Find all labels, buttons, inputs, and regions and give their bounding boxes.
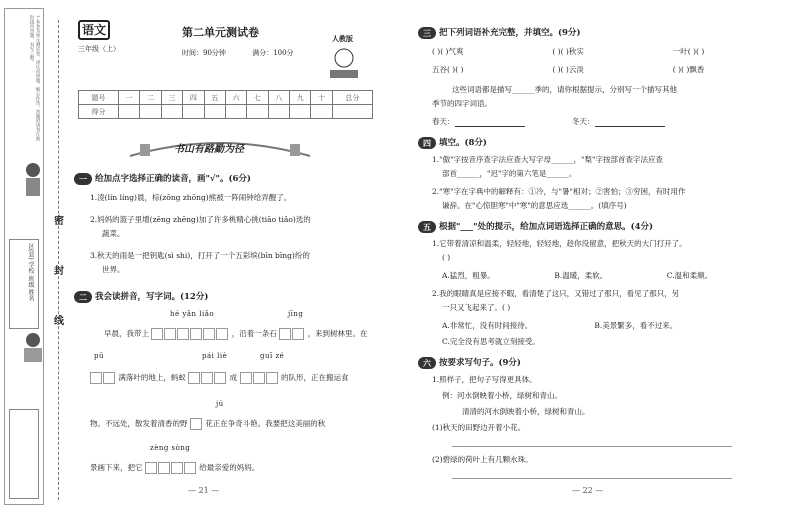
q4-title: 填空。(8分) [439, 138, 487, 148]
page-number-21: — 21 — [188, 486, 220, 495]
q2-line2c: 的队形，正在搬运食 [280, 373, 349, 382]
pinyin-row4: zèng sòng [150, 444, 191, 452]
score-cell[interactable] [332, 105, 372, 119]
score-header-cell: 八 [268, 91, 289, 105]
answer-box[interactable] [151, 328, 163, 340]
edition-label: 人教版 [332, 34, 353, 43]
answer-box[interactable] [240, 372, 252, 384]
pinyin-row1b: jīng [288, 310, 304, 318]
score-header-cell: 一 [119, 91, 140, 105]
answer-box[interactable] [190, 328, 202, 340]
score-cell[interactable] [268, 105, 289, 119]
score-cell[interactable] [204, 105, 225, 119]
pinyin-row3: jú [216, 400, 224, 408]
q1-heading [74, 172, 251, 185]
q1-item-3: 3.秋天的雨是一把钥匙(sì shi)，打开了一个五彩缤(bīn bīng)纷的 [90, 251, 310, 260]
spring-answer-line[interactable] [455, 118, 525, 127]
motto-text: 书山有路勤为径 [174, 144, 244, 155]
binding-notice: 1.本卷为单元测试卷，请认真审题，细心作答。答题时请勿在密封线内答题，书写工整。 [29, 15, 40, 141]
q2-line3a: 物。不远处，散发着清香的野 [90, 419, 188, 428]
option-b[interactable]: B.温暖，柔软。 [554, 271, 608, 280]
q2-line2a: 满落叶的地上，蚂蚁 [118, 373, 186, 382]
q5-item1-options [442, 270, 782, 281]
q6-title: 按要求写句子。(9分) [439, 358, 521, 368]
score-row-label: 得分 [79, 105, 119, 119]
answer-box[interactable] [292, 328, 304, 340]
q1-item-3-cont: 世界。 [102, 265, 125, 274]
page-21 [70, 8, 400, 505]
idiom-blank[interactable]: ( )( )秋实 [552, 47, 584, 56]
idiom-blank[interactable]: 一叶( )( ) [672, 47, 705, 56]
score-table [78, 90, 373, 119]
score-cell[interactable] [119, 105, 140, 119]
idiom-blank[interactable]: ( )( )气爽 [432, 47, 464, 56]
seal-char-feng: 封 [54, 266, 64, 277]
q4-item1a: 1."傲"字按音序查字法应查大写字母______，"梨"字按部首查字法应查 [432, 155, 663, 164]
q5-number-badge: 五 [418, 221, 436, 233]
student-illustration-icon [20, 160, 46, 200]
answer-box[interactable] [216, 328, 228, 340]
q1-title: 给加点字选择正确的读音，画"√"。(6分) [95, 174, 251, 184]
answer-box[interactable] [279, 328, 291, 340]
idiom-blank[interactable]: ( )( )云淡 [552, 65, 584, 74]
q1-item-2-cont: 蔬菜。 [102, 229, 125, 238]
student-info-label: 区(县) 学校 班级 姓名 [27, 243, 34, 302]
q4-item2b: 谦辞。在"心惊胆寒"中"寒"的意思应选______。(填序号) [442, 201, 627, 210]
answer-box[interactable] [164, 328, 176, 340]
q5-heading [418, 220, 653, 233]
pinyin-row2a: pū [94, 352, 104, 360]
winter-label: 冬天： [572, 117, 595, 126]
q2-line1a: 早晨，我带上 [104, 329, 149, 338]
score-header-cell: 四 [183, 91, 204, 105]
q3-spring [432, 116, 525, 127]
score-header-cell: 七 [247, 91, 268, 105]
answer-box[interactable] [253, 372, 265, 384]
q4-item1b: 部首______，"迟"字的第六笔是______。 [442, 169, 577, 178]
answer-box[interactable] [214, 372, 226, 384]
q6-example2: 清清的河水倒映着小桥，绿树和青山。 [462, 407, 590, 416]
answer-box[interactable] [158, 462, 170, 474]
q1-item-2: 2.妈妈的篮子里增(zēng zhēng)加了许多桃精心挑(tiāo tiǎo)选的 [90, 215, 311, 224]
exam-title: 第二单元测试卷 [182, 26, 259, 39]
q2-line1 [104, 328, 368, 340]
q6-item1: 1.照样子，把句子写得更具体。 [432, 375, 537, 384]
q4-item2a: 2."寒"字在字典中的解释有：①冷，与"暑"相对；②害怕；③穷困，有时用作 [432, 187, 686, 196]
winter-answer-line[interactable] [595, 118, 665, 127]
q2-heading [74, 290, 208, 303]
option-c[interactable]: C.温和柔顺。 [666, 271, 713, 280]
subject-logo: 语文 [78, 20, 110, 40]
score-cell[interactable] [161, 105, 182, 119]
answer-line[interactable] [452, 446, 732, 447]
answer-box[interactable] [266, 372, 278, 384]
q1-number-badge: 一 [74, 173, 92, 185]
q2-line1b: ，沿着一条石 [231, 329, 277, 338]
q2-number-badge: 二 [74, 291, 92, 303]
idiom-blank[interactable]: 五谷( )( ) [432, 65, 464, 74]
q3-number-badge: 三 [418, 27, 436, 39]
seal-line [58, 20, 59, 500]
q6-sub2: (2)碧绿的荷叶上有几颗水珠。 [432, 455, 533, 464]
q2-line2 [90, 372, 348, 384]
q4-heading [418, 136, 487, 149]
q3-title: 把下列词语补充完整，并填空。(9分) [439, 28, 581, 38]
score-cell[interactable] [290, 105, 311, 119]
score-cell[interactable] [247, 105, 268, 119]
score-header-cell: 总分 [332, 91, 372, 105]
score-table-row [79, 105, 373, 119]
q3-winter [572, 116, 665, 127]
q3-desc2: 季节的四字词语。 [432, 99, 492, 108]
score-cell[interactable] [225, 105, 246, 119]
score-header-cell: 九 [290, 91, 311, 105]
score-header-cell: 六 [225, 91, 246, 105]
answer-box[interactable] [201, 372, 213, 384]
q3-row2 [432, 64, 782, 75]
answer-box[interactable] [145, 462, 157, 474]
option-c[interactable]: C.完全没有思考就立刻接受。 [442, 337, 540, 346]
q1-item-1: 1.凌(lín líng)晨，棕(zōng zhōng)熊被一阵闹钟给弄醒了。 [90, 193, 292, 202]
score-header-cell: 十 [311, 91, 332, 105]
seal-char-xian: 线 [54, 316, 64, 327]
pinyin-row1a: hé yǎn liǎo [170, 310, 215, 318]
pinyin-row2c: guī zé [260, 352, 285, 360]
q5-item2a: 2.我的眼睛真是应接不暇，看清楚了这只，又错过了那只，看见了那只，另 [432, 289, 680, 298]
score-cell[interactable] [311, 105, 332, 119]
q3-row1 [432, 46, 782, 57]
score-cell[interactable] [140, 105, 161, 119]
answer-box[interactable] [190, 418, 202, 430]
q3-desc1: 这些词语都是描写______季的，请你根据提示，分别写一个描写其他 [452, 85, 677, 94]
q5-item2-options [442, 320, 782, 331]
exam-meta [182, 48, 318, 58]
answer-box[interactable] [177, 328, 189, 340]
score-header-cell: 题号 [79, 91, 119, 105]
binding-strip [4, 8, 44, 505]
score-header-cell: 三 [161, 91, 182, 105]
q2-line4b: 给最亲爱的妈妈。 [199, 463, 260, 472]
q2-line3 [90, 418, 325, 430]
page-number-22: — 22 — [572, 486, 604, 495]
score-cell[interactable] [183, 105, 204, 119]
reader-illustration-icon [20, 330, 46, 370]
score-table-header-row [79, 91, 373, 105]
answer-box[interactable] [184, 462, 196, 474]
q5-title: 根据"___"处的提示，给加点词语选择正确的意思。(4分) [439, 222, 654, 232]
option-b[interactable]: B.美景繁多，看不过来。 [594, 321, 678, 330]
q6-sub1: (1)秋天的田野边开着小花。 [432, 423, 526, 432]
spring-label: 春天： [432, 117, 455, 126]
student-info-box [9, 239, 39, 329]
time-label: 时间：90分钟 [182, 49, 226, 57]
mascot-icon [322, 46, 366, 82]
q5-item1b[interactable]: ( ) [442, 253, 451, 262]
q2-line2b: 成 [229, 373, 238, 382]
q3-heading [418, 26, 580, 39]
q2-line3b: 花正在争奇斗艳。我要把这美丽的秋 [205, 419, 326, 428]
q2-line1c: ，来到树林里。在 [307, 329, 368, 338]
answer-line[interactable] [452, 478, 732, 479]
full-score-label: 满分：100分 [252, 49, 294, 57]
answer-box[interactable] [90, 372, 102, 384]
q6-example1: 例：河水倒映着小桥，绿树和青山。 [442, 391, 562, 400]
q2-line4 [90, 462, 259, 474]
school-info-box [9, 409, 39, 499]
q2-title: 我会读拼音，写字词。(12分) [95, 292, 209, 302]
pinyin-row2b: pái liè [202, 352, 228, 360]
option-a[interactable]: A.猛烈，粗暴。 [442, 271, 495, 280]
answer-box[interactable] [103, 372, 115, 384]
q2-line4a: 景画下来，把它 [90, 463, 143, 472]
motto-banner [120, 134, 320, 162]
q6-number-badge: 六 [418, 357, 436, 369]
q5-item1a: 1.它带着清凉和温柔，轻轻地，轻轻地，趁你没留意，把秋天的大门打开了。 [432, 239, 687, 248]
answer-box[interactable] [188, 372, 200, 384]
score-header-cell: 二 [140, 91, 161, 105]
answer-box[interactable] [203, 328, 215, 340]
option-a[interactable]: A.非常忙，没有时间接待。 [442, 321, 533, 330]
q6-heading [418, 356, 521, 369]
page-22 [412, 8, 792, 505]
score-header-cell: 五 [204, 91, 225, 105]
idiom-blank[interactable]: ( )( )飘香 [672, 65, 705, 74]
answer-box[interactable] [171, 462, 183, 474]
q4-number-badge: 四 [418, 137, 436, 149]
grade-label: 三年级（上） [78, 45, 120, 53]
q5-item2b: 一只又飞起来了。( ) [442, 303, 511, 312]
seal-char-mi: 密 [54, 216, 64, 227]
